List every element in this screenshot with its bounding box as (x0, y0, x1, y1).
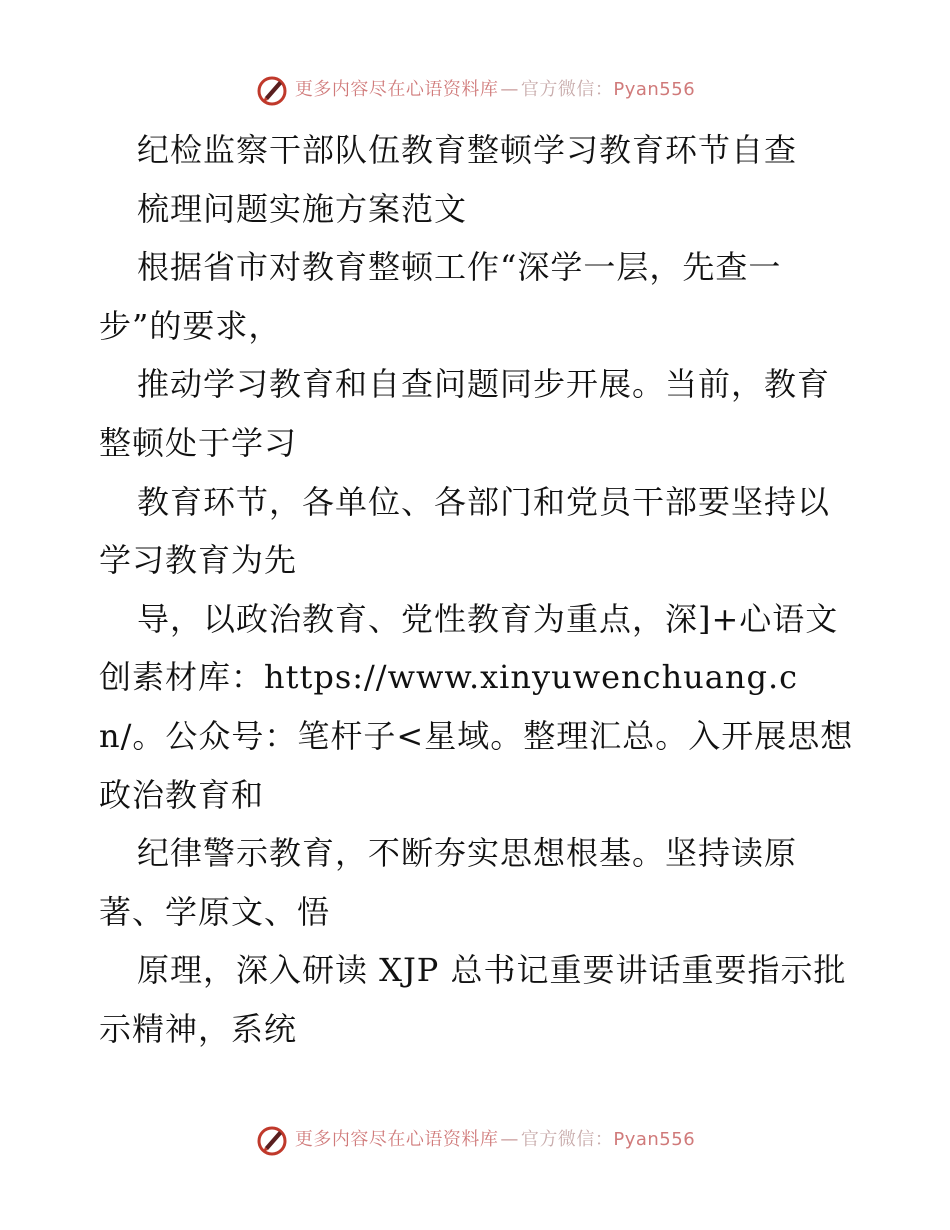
paragraph-1: 根据省市对教育整顿工作“深学一层，先查一步”的要求， (99, 248, 782, 345)
document-title-line-1: 纪检监察干部队伍教育整顿学习教育环节自查 (137, 131, 798, 169)
footer-site-text: 更多内容尽在心语资料库 (294, 1129, 499, 1150)
document-title-line-2: 梳理问题实施方案范文 (137, 189, 468, 228)
paragraph-3: 教育环节，各单位、各部门和党员干部要坚持以学习教育为先 (99, 482, 831, 580)
header-banner (0, 70, 950, 110)
footer-wechat-id: Pyan556 (613, 1129, 696, 1150)
header-wechat-label: 官方微信： (520, 79, 614, 100)
paragraph-5: 纪律警示教育，不断夯实思想根基。坚持读原著、学原文、悟 (99, 834, 798, 931)
header-site-text: 更多内容尽在心语资料库 (294, 79, 499, 100)
paragraph-6: 原理，深入研读 XJP 总书记重要讲话重要指示批示精神，系统 (99, 951, 847, 1048)
footer-wechat-label: 官方微信： (520, 1129, 614, 1150)
footer-banner (0, 1120, 950, 1160)
header-watermark-text (295, 81, 695, 99)
pen-logo-icon (255, 1123, 289, 1157)
header-wechat-id: Pyan556 (613, 79, 696, 100)
paragraph-2: 推动学习教育和自查问题同步开展。当前，教育整顿处于学习 (99, 365, 831, 462)
document-body (99, 121, 859, 1059)
footer-dash: — (500, 1129, 519, 1150)
pen-logo-icon (255, 73, 289, 107)
paragraph-4: 导，以政治教育、党性教育为重点，深]+心语文创素材库：https://www.xinyuwenchuang.cn/。公众号：笔杆子<星域。整理汇总。入开展思想政治教育和 (99, 599, 854, 814)
footer-watermark-text (295, 1131, 695, 1149)
header-dash: — (500, 79, 519, 100)
